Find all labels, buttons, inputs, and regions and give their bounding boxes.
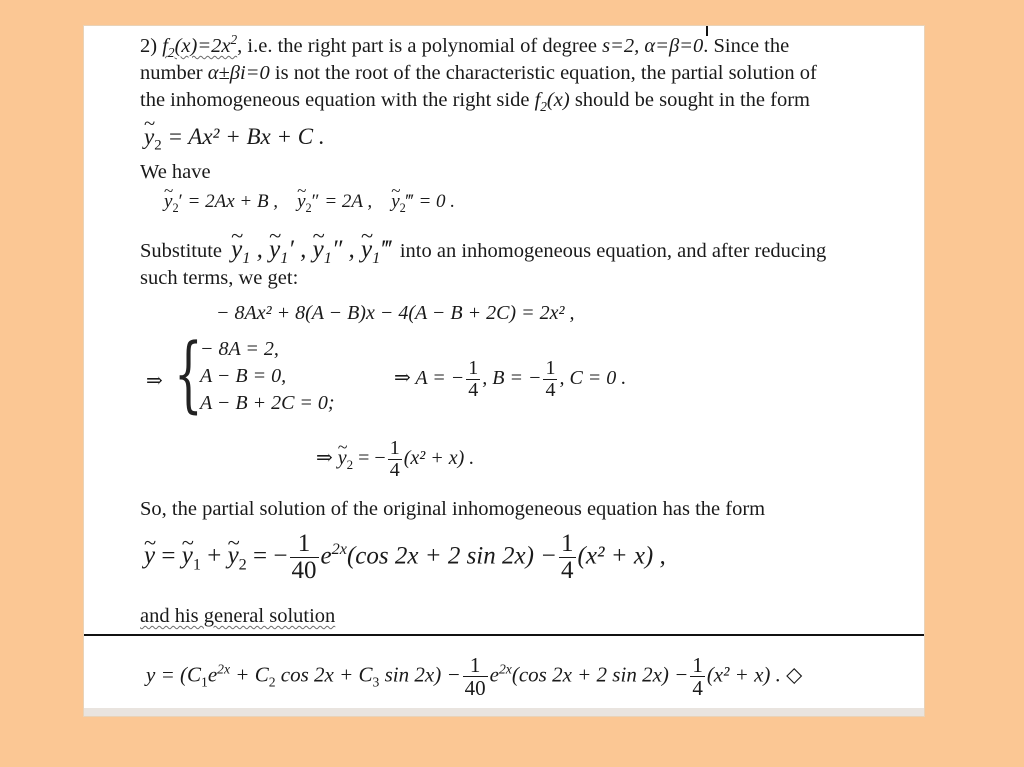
slide-page (84, 26, 924, 716)
so-line-text: So, the partial solution of the original inhomogeneous equation has the form (140, 498, 766, 520)
section-divider (84, 634, 924, 636)
gen-cos: cos 2x + C (275, 662, 373, 687)
paragraph-line-1 (140, 32, 790, 61)
equation-main: − 8Ax² + 8(A − B)x − 4(A − B + 2C) = 2x² , (216, 302, 575, 324)
since-text: . Since the (703, 35, 790, 57)
gen-sin: sin 2x) − (379, 662, 461, 687)
arrow-system: ⇒ (146, 370, 163, 392)
deriv-2: = 2A , (324, 191, 373, 212)
system-eq-2: A − B = 0, (200, 365, 287, 387)
part-den: 40 (291, 557, 317, 585)
p2-end: is not the root of the characteristic equation, the partial solution of (269, 62, 817, 84)
degree-text: s=2, α=β=0 (602, 35, 704, 57)
left-brace: { (174, 327, 203, 422)
root-expression: α±βi=0 (207, 62, 270, 84)
equation-y2-result: ⇒ ~ $y_2$ = − $\frac{1}{4}$ (x² + x) . (316, 438, 474, 481)
A-value: ⇒ A = − (394, 367, 465, 390)
func-sub: 2 (167, 45, 175, 61)
part-end: (x² + x) , (577, 542, 666, 570)
y2-den: 4 (389, 459, 400, 481)
gen2-den: 4 (692, 676, 703, 701)
equation-particular: ~ y = ~ $y_1$ + ~ $y_2$ = − $\frac{1}{40}$ $e^{2x}(\cos$ 2x + 2 sin 2x) − $\frac{1}{4}$ (x² + x) , (144, 531, 666, 585)
f2-rest: (x) (546, 89, 570, 111)
and-his-text: and his general solution (140, 605, 336, 627)
gen-c3: 3 (372, 674, 380, 690)
such-terms-text: such terms, we get: (140, 267, 299, 289)
func-name: f (162, 35, 168, 57)
paragraph-line-2 (140, 61, 817, 85)
paragraph-line-3 (140, 88, 810, 115)
substitute-word: Substitute (140, 240, 223, 262)
equation-y2-form: ~ $y_2 = Ax^2 + Bx + C$ . (144, 124, 325, 150)
A-num: 1 (468, 357, 479, 379)
we-have-text: We have (140, 161, 211, 183)
equation-general (146, 654, 802, 699)
gen-trig: (cos 2x + 2 sin 2x) − (511, 662, 689, 687)
part-num: 1 (297, 530, 311, 557)
p1-text: , i.e. the right part is a polynomial of degree (237, 35, 603, 57)
f2-sub: 2 (540, 99, 547, 115)
func-sup: 2 (230, 32, 238, 48)
substitute-rest: into an inhomogeneous equation, and after reducing (399, 240, 827, 262)
gen-c2: 2 (268, 674, 276, 690)
p3-end: should be sought in the form (569, 89, 810, 111)
p2-start: number (140, 62, 208, 84)
gen-e2: e (489, 662, 499, 687)
gen-e: e (207, 662, 218, 687)
B-value: , B = − (482, 367, 542, 390)
B-den: 4 (545, 379, 556, 401)
item-number: 2) (140, 35, 163, 57)
y2-form-rhs: = Ax² + Bx + C . (167, 124, 325, 149)
gen-num: 1 (469, 653, 481, 677)
f2-name: f (534, 89, 541, 111)
deriv-1: = 2Ax + B , (187, 191, 279, 212)
gen-mid: + C (230, 662, 269, 687)
and-his-line (140, 604, 335, 628)
part2-num: 1 (561, 530, 574, 557)
C-value: , C = 0 . (559, 367, 627, 390)
p3-start: the inhomogeneous equation with the right side (140, 89, 535, 111)
part2-den: 4 (561, 557, 574, 585)
B-num: 1 (545, 357, 556, 379)
func-rest: (x)=2x (174, 35, 231, 57)
sheet-bottom-strip (84, 708, 924, 716)
gen2-num: 1 (692, 653, 703, 677)
substitute-symbols: ~ $y_1$ , ~ $y_1'$ , ~ $y_1''$ , ~ $y_1‴$ (231, 236, 391, 263)
part-trig: (cos 2x + 2 sin 2x) − (346, 542, 558, 570)
substitute-line (140, 236, 827, 267)
gen-left: y = (C (146, 662, 201, 687)
part-exp-base: e (320, 542, 332, 570)
gen-den: 40 (464, 676, 486, 701)
y2-result-rhs: (x² + x) . (403, 447, 475, 470)
deriv-3: = 0 . (418, 191, 456, 212)
system-eq-3: A − B + 2C = 0; (200, 392, 335, 414)
gen-c1: 1 (201, 674, 208, 690)
gen-exp2: 2x (498, 661, 512, 677)
part-exp: 2x (331, 540, 347, 559)
system-eq-1: − 8A = 2, (200, 338, 279, 360)
A-den: 4 (468, 379, 479, 401)
equation-solutions (394, 358, 626, 401)
gen-end: (x² + x) . ◇ (706, 662, 803, 687)
y2-num: 1 (389, 437, 400, 459)
gen-exp: 2x (217, 661, 231, 677)
equation-derivatives: ~ $y_2' = 2Ax + B$ , ~ $y_2'' = 2A$ , ~ $y_2‴ = 0$ . (164, 189, 455, 215)
arrow-result: ⇒ (316, 447, 333, 470)
